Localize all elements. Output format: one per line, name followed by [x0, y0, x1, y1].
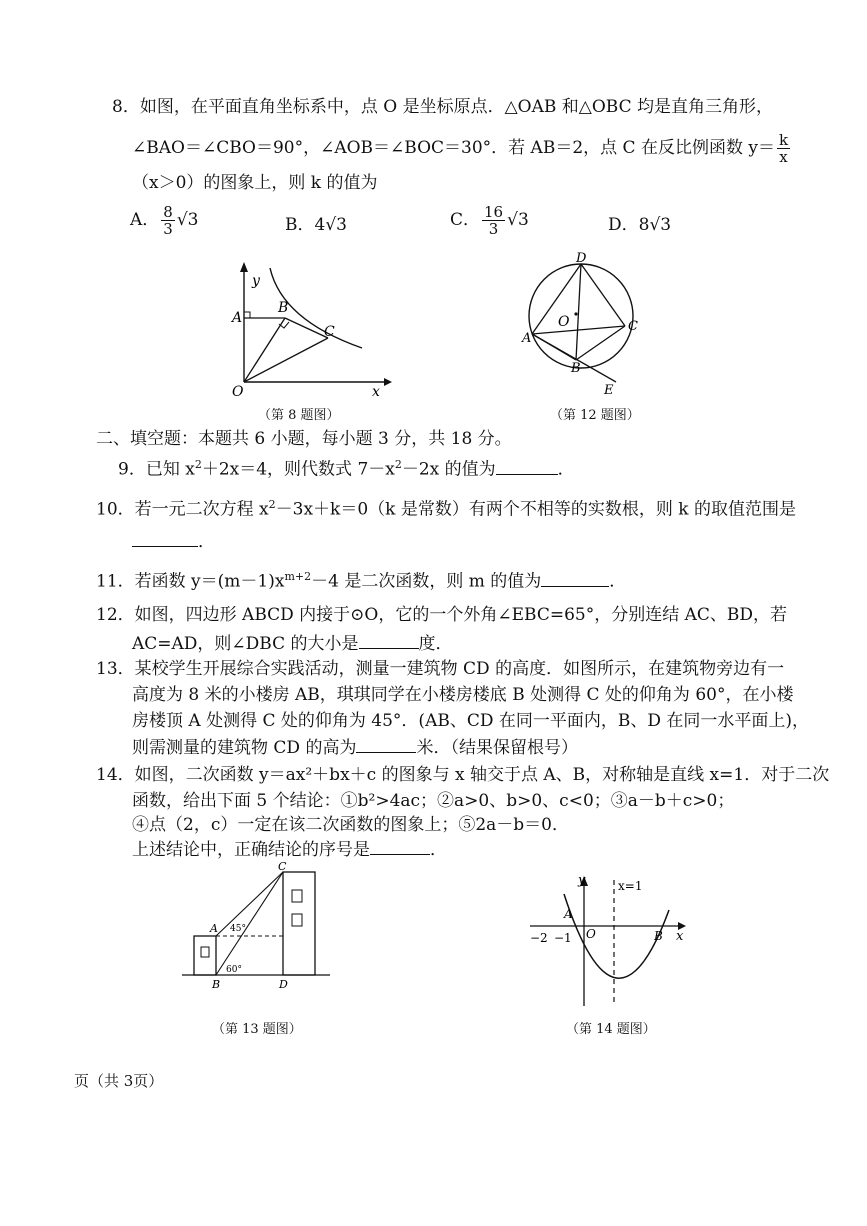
fig14-label-y: y: [578, 873, 586, 888]
figure-8: [222, 258, 392, 398]
answer-blank: [496, 458, 558, 475]
fig12-label-d: D: [576, 251, 587, 266]
option-b: B．4√3: [285, 215, 347, 235]
small-building-window: [201, 947, 209, 957]
tall-building-window-1: [292, 890, 302, 902]
fig8-label-x: x: [372, 384, 380, 398]
segment-ob: [244, 318, 285, 382]
tall-building-cd: [283, 872, 315, 975]
segment-ac: [532, 326, 625, 334]
figure-12: [518, 248, 648, 398]
section-2-title: 二、填空题：本题共 6 小题，每小题 3 分，共 18 分。: [96, 429, 512, 449]
question-12-line-1: 12．如图，四边形 ABCD 内接于⊙O，它的一个外角∠EBC=65°，分别连结 AC、BD，若: [96, 605, 788, 625]
option-c: C． $\frac{16}{3}$ √3: [450, 203, 529, 238]
question-13-line-2: 高度为 8 米的小楼房 AB，琪琪同学在小楼房楼底 B 处测得 C 处的仰角为 60°，在小楼: [132, 685, 794, 705]
fig8-label-o: O: [232, 384, 244, 398]
figure-8-caption: （第 8 题图）: [258, 408, 340, 423]
question-13-line-1: 13．某校学生开展综合实践活动，测量一建筑物 CD 的高度．如图所示，在建筑物旁边有一: [96, 659, 785, 679]
fig8-label-a: A: [232, 310, 243, 326]
fig12-label-o: O: [558, 314, 570, 330]
question-13-line-3: 房楼顶 A 处测得 C 处的仰角为 45°．(AB、CD 在同一平面内，B、D 在同一水平面上)，: [132, 711, 810, 731]
sight-line-a-to-c: [216, 872, 283, 936]
fig14-label-o: O: [586, 927, 596, 941]
question-8-line-3: （x＞0）的图象上，则 k 的值为: [132, 173, 378, 193]
fig12-label-b: B: [571, 361, 581, 376]
fig14-label-a: A: [564, 907, 573, 921]
fig14-label-x: x: [676, 929, 684, 944]
question-14-line-4: 上述结论中，正确结论的序号是 ．: [132, 840, 447, 860]
figure-14-caption: （第 14 题图）: [566, 1022, 656, 1037]
x-axis-arrow-icon: [384, 378, 392, 386]
segment-bc: [285, 318, 328, 338]
fig8-label-b: B: [278, 300, 289, 316]
question-14-line-3: ④点（2，c）一定在该二次函数的图象上；⑤2a－b＝0．: [132, 815, 569, 835]
question-8-line-1: 8．如图，在平面直角坐标系中，点 O 是坐标原点．△OAB 和△OBC 均是直角三角形，: [112, 97, 773, 117]
figure-13-caption: （第 13 题图）: [212, 1022, 302, 1037]
answer-blank: [132, 530, 198, 547]
figure-13: [182, 862, 332, 992]
fig12-label-c: C: [628, 319, 638, 334]
option-a: A． $\frac{8}{3}$ √3: [130, 203, 199, 238]
fig13-angle-45: 45°: [230, 924, 246, 934]
fig13-label-b: B: [212, 978, 221, 991]
option-d: D．8√3: [608, 215, 672, 235]
answer-blank: [356, 736, 416, 753]
segment-da: [532, 264, 581, 334]
right-angle-mark-a: [244, 312, 250, 318]
center-dot: [574, 312, 577, 315]
fig14-label-minus-2: −2: [530, 931, 548, 945]
fig13-label-a: A: [210, 922, 218, 935]
fig12-label-e: E: [604, 383, 614, 398]
tall-building-window-2: [292, 914, 302, 926]
answer-blank: [359, 632, 419, 649]
fig8-label-c: C: [324, 324, 335, 340]
fig13-label-c: C: [278, 862, 287, 873]
figure-12-caption: （第 12 题图）: [550, 408, 640, 423]
fig13-label-d: D: [279, 978, 288, 991]
answer-blank: [370, 838, 430, 855]
fig13-angle-60: 60°: [226, 965, 242, 975]
answer-blank: [541, 570, 609, 587]
small-building-ab: [194, 936, 216, 975]
fig14-label-axis: x=1: [618, 879, 643, 893]
question-13-line-4: 则需测量的建筑物 CD 的高为 米．（结果保留根号）: [132, 738, 578, 758]
segment-bc: [576, 326, 625, 360]
right-angle-mark-b: [279, 322, 289, 328]
sight-line-b-to-c: [216, 872, 283, 975]
fig14-label-minus-1: −1: [554, 931, 572, 945]
question-10: 10．若一元二次方程 $x^2-3x+k=0(k$ 是常数）有两个不相等的实数根，则 k 的取值范围是: [96, 498, 796, 520]
question-14-line-1: 14．如图，二次函数 y＝ax²＋bx＋c 的图象与 x 轴交于点 A、B，对称轴是直线 x=1．对于二次: [96, 765, 830, 785]
page-footer: 页（共 3页）: [74, 1072, 164, 1090]
question-11: 11．若函数 $y=(m-1)x^{m+2}-4$ 是二次函数，则 m 的值为 ．: [96, 570, 627, 592]
fig12-label-a: A: [522, 331, 532, 346]
question-9: 9．已知 $x^2+2x=4$，则代数式 $7-x^2-2x$ 的值为 ．: [118, 458, 575, 480]
fraction-k-over-x: $\frac{k}{x}$: [778, 131, 789, 166]
question-10-blank-line: ．: [132, 530, 215, 553]
question-12-line-2: AC=AD，则∠DBC 的大小是 度．: [132, 634, 453, 654]
segment-dc: [581, 264, 625, 326]
question-14-line-2: 函数，给出下面 5 个结论：①b²>4ac；②a>0、b>0、c<0；③a－b＋c>0；: [132, 791, 735, 811]
figure-14: [526, 866, 692, 1010]
fig14-label-b: B: [654, 929, 663, 943]
segment-db: [576, 264, 581, 360]
segment-oc: [244, 338, 328, 382]
question-8-line-2: ∠BAO＝∠CBO＝90°，∠AOB＝∠BOC＝30°．若 AB＝2，点 C 在反比例函数 y＝ $\frac{k}{x}$: [132, 131, 789, 166]
fig8-label-y: y: [252, 273, 260, 289]
y-axis-arrow-icon: [240, 262, 248, 272]
